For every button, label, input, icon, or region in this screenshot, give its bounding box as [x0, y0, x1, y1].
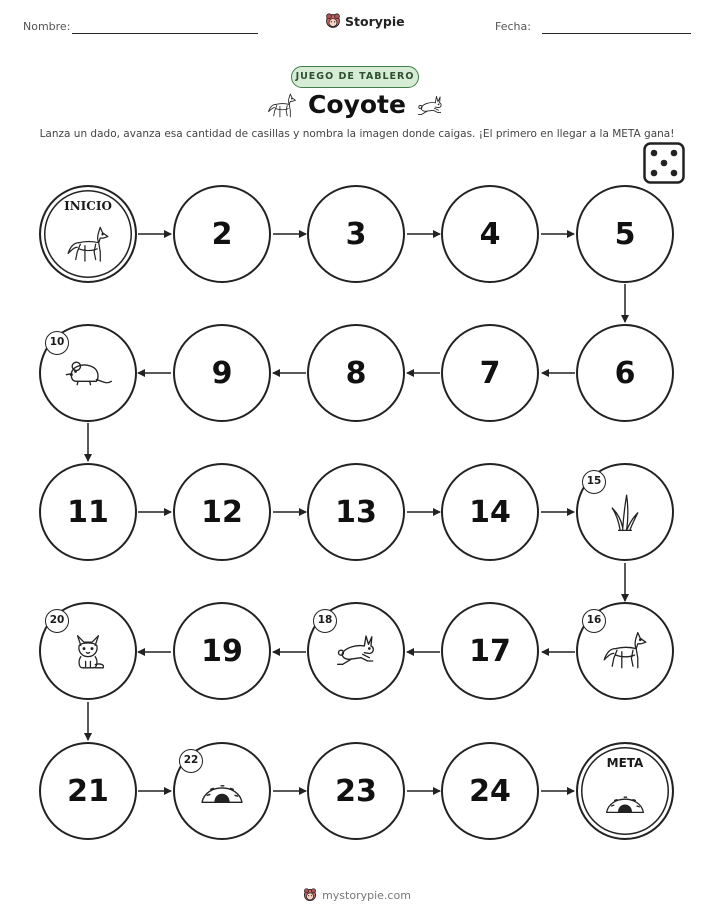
board-space-23	[307, 742, 405, 840]
board-space-21	[39, 742, 137, 840]
board-space-2	[173, 185, 271, 283]
space-number-badge: 10	[45, 331, 69, 355]
board-space-7	[441, 324, 539, 422]
grass-icon	[609, 491, 641, 533]
board-space-12	[173, 463, 271, 561]
rabbit-icon	[331, 634, 381, 668]
board-space-13	[307, 463, 405, 561]
board-space-4	[441, 185, 539, 283]
storypie-mascot-icon	[303, 888, 317, 902]
instructions-text: Lanza un dado, avanza esa cantidad de casillas y nombra la imagen donde caigas. ¡El primero en llegar a la META gana!	[39, 128, 675, 140]
space-number: 23	[335, 773, 377, 809]
name-label: Nombre:	[23, 20, 71, 33]
footer-site: mystorypie.com	[322, 888, 411, 902]
space-number: 21	[67, 773, 109, 809]
board-space-3	[307, 185, 405, 283]
board-space-11	[39, 463, 137, 561]
date-label: Fecha:	[495, 20, 531, 33]
space-number: 2	[211, 216, 233, 252]
fox-pup-icon	[68, 630, 108, 672]
brand-name: Storypie	[345, 13, 405, 29]
finish-space	[576, 742, 674, 840]
space-number: 11	[67, 494, 109, 530]
board-space-9	[173, 324, 271, 422]
board-space-19	[173, 602, 271, 700]
space-number: 5	[614, 216, 636, 252]
board-space-24	[441, 742, 539, 840]
board-space-14	[441, 463, 539, 561]
space-number: 7	[479, 355, 501, 391]
space-number-badge: 22	[179, 749, 203, 773]
space-number: 6	[614, 355, 636, 391]
board-space-17	[441, 602, 539, 700]
den-icon	[200, 778, 244, 804]
den-icon	[605, 790, 645, 814]
coyote-icon	[65, 225, 111, 265]
space-number: 8	[345, 355, 367, 391]
board-space-6	[576, 324, 674, 422]
footer	[0, 888, 714, 902]
game-type-badge: JUEGO DE TABLERO	[291, 66, 419, 88]
start-label: INICIO	[64, 199, 112, 213]
board-space-5	[576, 185, 674, 283]
space-number: 9	[211, 355, 233, 391]
space-number-badge: 18	[313, 609, 337, 633]
space-number: 17	[469, 633, 511, 669]
space-number: 13	[335, 494, 377, 530]
mouse-icon	[63, 356, 113, 390]
space-number: 4	[479, 216, 501, 252]
coyote-icon	[601, 631, 649, 671]
space-number-badge: 15	[582, 470, 606, 494]
space-number: 24	[469, 773, 511, 809]
space-number-badge: 16	[582, 609, 606, 633]
space-number: 19	[201, 633, 243, 669]
board-space-8	[307, 324, 405, 422]
space-number: 3	[345, 216, 367, 252]
space-number-badge: 20	[45, 609, 69, 633]
start-space	[39, 185, 137, 283]
finish-label: META	[606, 756, 644, 770]
space-number: 12	[201, 494, 243, 530]
space-number: 14	[469, 494, 511, 530]
page-title: Coyote	[308, 90, 406, 119]
